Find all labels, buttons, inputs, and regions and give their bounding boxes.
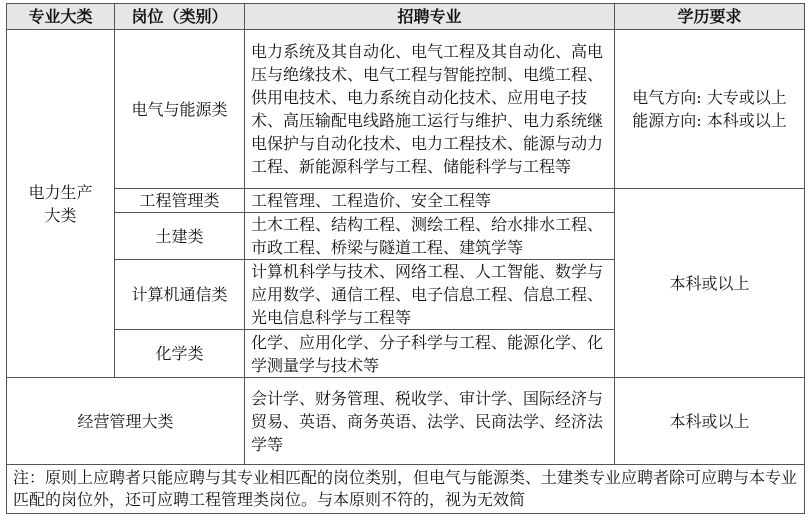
category-cell-power bbox=[7, 30, 115, 378]
table-row bbox=[7, 189, 805, 213]
position-cell: 化学类 bbox=[115, 330, 245, 378]
position-cell: 电气与能源类 bbox=[115, 30, 245, 189]
header-row bbox=[7, 4, 805, 30]
table-row bbox=[7, 378, 805, 465]
education-line: 电气方向: 大专或以上 bbox=[632, 88, 787, 107]
majors-cell: 工程管理、工程造价、安全工程等 bbox=[245, 189, 615, 213]
majors-cell: 电力系统及其自动化、电气工程及其自动化、高电压与绝缘技术、电气工程与智能控制、电缆工程、供用电技术、电力系统自动化技术、应用电子技术、高压输配电线路施工运行与维护、电力系统继电保护与自动化技术、电力工程技术、能源与动力工程、新能源科学与工程、储能科学与工程等 bbox=[245, 30, 615, 189]
category-label: 电力生产大类 bbox=[28, 182, 93, 225]
header-category: 专业大类 bbox=[7, 4, 115, 30]
position-cell: 计算机通信类 bbox=[115, 260, 245, 330]
majors-cell: 计算机科学与技术、网络工程、人工智能、数学与应用数学、通信工程、电子信息工程、信息工程、光电信息科学与工程等 bbox=[245, 260, 615, 330]
education-cell: 本科或以上 bbox=[615, 189, 805, 378]
recruitment-table bbox=[6, 3, 805, 514]
education-cell: 本科或以上 bbox=[615, 378, 805, 465]
education-line: 能源方向: 本科或以上 bbox=[632, 111, 787, 130]
note-row bbox=[7, 465, 805, 514]
majors-cell: 化学、应用化学、分子科学与工程、能源化学、化学测量学与技术等 bbox=[245, 330, 615, 378]
category-cell-business: 经营管理大类 bbox=[7, 378, 245, 465]
position-cell: 工程管理类 bbox=[115, 189, 245, 213]
header-majors: 招聘专业 bbox=[245, 4, 615, 30]
header-education: 学历要求 bbox=[615, 4, 805, 30]
table-row bbox=[7, 30, 805, 189]
note-text: 注：原则上应聘者只能应聘与其专业相匹配的岗位类别，但电气与能源类、土建类专业应聘者除可应聘与本专业匹配的岗位外，还可应聘工程管理类岗位。与本原则不符的，视为无效简 bbox=[7, 465, 805, 514]
majors-cell: 土木工程、结构工程、测绘工程、给水排水工程、市政工程、桥梁与隧道工程、建筑学等 bbox=[245, 213, 615, 260]
header-position: 岗位（类别） bbox=[115, 4, 245, 30]
education-cell bbox=[615, 30, 805, 189]
position-cell: 土建类 bbox=[115, 213, 245, 260]
majors-cell: 会计学、财务管理、税收学、审计学、国际经济与贸易、英语、商务英语、法学、民商法学、经济法学等 bbox=[245, 378, 615, 465]
